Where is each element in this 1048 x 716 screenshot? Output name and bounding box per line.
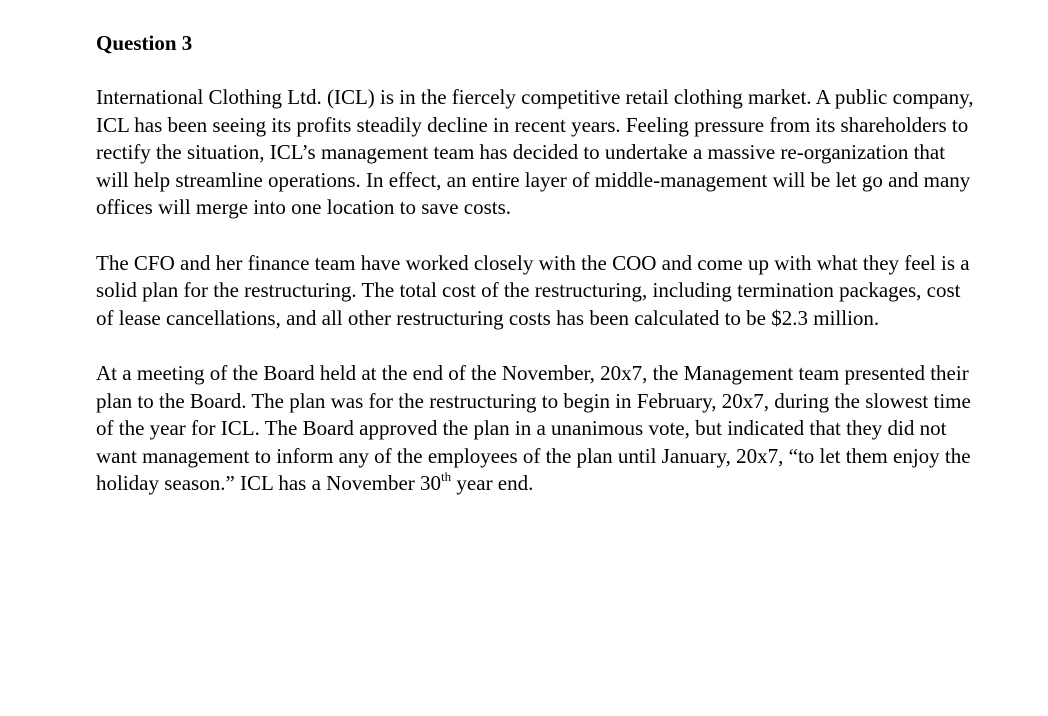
paragraph-restructuring-plan: The CFO and her finance team have worked closely with the COO and come up with what they feel is a solid plan for the restructuring. The total cost of the restructuring, including termination packages, cost of lease cancellations, and all other restructuring costs has been calculated to be $2.3 million. [96, 250, 970, 330]
ordinal-superscript: th [441, 469, 452, 484]
document-page [96, 29, 976, 526]
question-heading: Question 3 [96, 31, 193, 55]
paragraph-board-meeting [96, 360, 976, 498]
paragraph-board-meeting-text: At a meeting of the Board held at the end of the November, 20x7, the Management team presented their plan to the Board. The plan was for the restructuring to begin in February, 20x7, during the slowest time of the year for ICL. The Board approved the plan in a unanimous vote, but indicated that they did not want management to inform any of the employees of the plan until January, 20x7, “to let them enjoy the holiday season.” ICL has a November 30 [96, 361, 971, 495]
paragraph-company-background: International Clothing Ltd. (ICL) is in the fiercely competitive retail clothing market. A public company, ICL has been seeing its profits steadily decline in recent years. Feeling pressure from its shareholders to rectify the situation, ICL’s management team has decided to undertake a massive re-organization that will help streamline operations. In effect, an entire layer of middle-management will be let go and many offices will merge into one location to save costs. [96, 85, 974, 219]
paragraph-board-meeting-end: year end. [451, 471, 534, 495]
